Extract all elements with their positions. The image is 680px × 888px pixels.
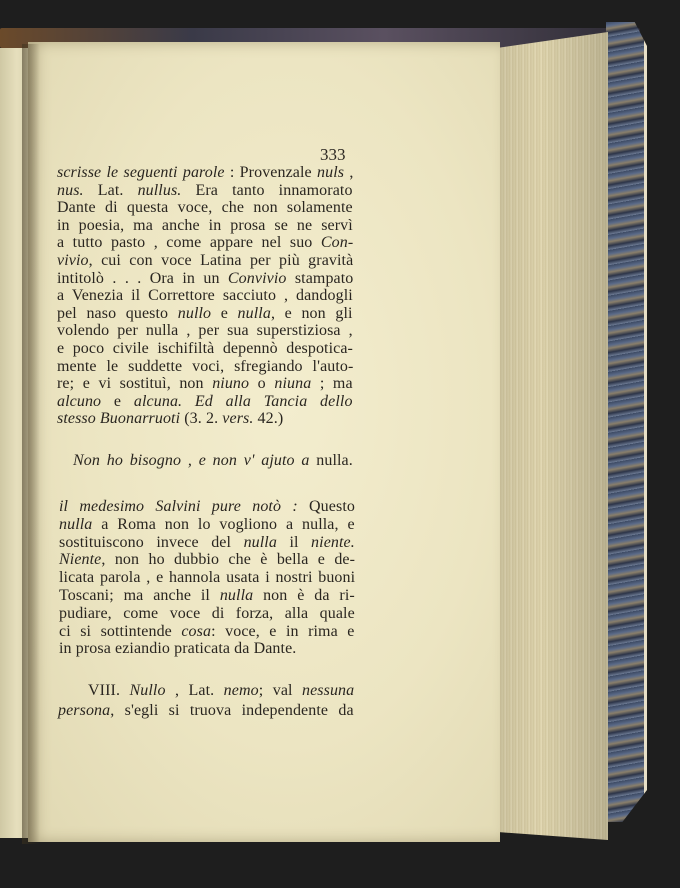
text-run: nulla [219,587,254,604]
paragraph1-line [57,234,353,252]
text-run: il medesimo Salvini pure notò : [59,498,298,515]
text-run: in prosa eziandio praticata da Dante. [59,640,297,658]
text-run: alcuno [57,392,102,410]
text-run: Niente [59,551,102,569]
text-run: sostituiscono invece del [59,533,244,551]
paragraph1-line [57,199,353,217]
text-run: in poesia, ma anche in prosa se ne servì [57,216,353,234]
text-run: intitolò . . . Ora in un [57,269,228,287]
text-run: alcuna. Ed alla Tancia dello [133,392,353,410]
paragraph2-line [59,534,355,552]
text-run: a Venezia il Correttore sacciuto , dandogli [57,287,353,305]
quote-line [73,452,353,470]
paragraph2-line [59,516,355,534]
text-run: mente le suddette voci, sfregiando l'auto- [57,357,354,375]
text-run: niuno [212,375,250,393]
text-run: persona [58,702,111,719]
text-run: Dante di questa voce, che non solamente [57,199,353,217]
text-run: scrisse le seguenti parole [57,164,225,181]
paragraph1-line [57,375,353,393]
page-number: 333 [320,145,346,164]
text-run: licata parola , e hannola usata i nostri buoni [59,569,356,587]
text-run: Con- [320,234,354,252]
text-run: nulla [59,515,93,533]
text-run: vers. [222,410,254,428]
section-line [88,682,354,700]
paragraph2-line [59,569,355,587]
text-run: Lat. [83,181,138,199]
text-run: , e non gli [270,304,353,322]
text-run: VIII. [88,682,130,699]
paragraph1-line [57,182,353,200]
text-run: non è da ri- [253,587,355,604]
paragraph1-line [57,393,353,411]
text-run: (3. 2. [180,410,223,428]
text-run: nus. [57,181,84,199]
paragraph2-line [59,605,355,623]
text-run: nemo [223,682,259,699]
paragraph2-line [59,623,355,641]
paragraph1-line [57,217,353,235]
text-run: Toscani; ma anche il [59,587,220,604]
paragraph2-line [59,551,355,569]
text-run: nessuna [302,682,355,699]
text-run: , cui con voce Latina per più gravità [88,252,354,269]
text-run: niuna [274,375,312,393]
text-run: nullus. [137,181,182,199]
text-run: vivio [57,252,89,269]
text-run: niente. [311,533,355,551]
text-run: : Provenzale [224,164,317,181]
text-run: nulla. [309,452,353,469]
paragraph1-line [57,270,353,288]
paragraph1-line [57,287,353,305]
text-run: volendo per nulla , per sua superstiziosa , [57,322,353,340]
text-run: e poco civile ischifiltà depennò despotica- [57,340,353,357]
text-run: o [249,375,275,393]
text-run: a tutto pasto , come appare nel suo [57,234,321,252]
text-run: nulla [243,533,277,551]
text-run: e [101,392,134,410]
text-run: : voce, e in rima e [211,622,355,640]
text-run: Convivio [227,269,287,287]
text-run: re; e vi sostituì, non [57,375,213,393]
paragraph1-line [57,322,353,340]
paragraph2-line [59,498,355,516]
text-run: Non ho bisogno , e non v' ajuto a [73,452,310,469]
text-run: , s'egli si truova independente da [110,702,354,719]
text-run: Questo [297,498,355,515]
text-run: nulla [237,304,271,322]
paragraph1-line [57,164,353,182]
text-run: stampato [286,269,354,287]
text-run: pel naso questo [57,304,178,322]
paragraph1-line [57,252,353,270]
text-run: a Roma non lo vogliono a nulla, e [92,515,355,533]
text-run: , Lat. [165,682,224,699]
section-line [58,702,354,720]
text-run: ci si sottintende [59,622,182,640]
text-run: stesso Buonarruoti [57,410,181,428]
text-run: , non ho dubbio che è bella e de- [101,551,356,569]
paragraph2-line [59,640,296,658]
text-run: , [344,164,354,181]
text-run: cosa [181,622,212,640]
text-run: Nullo [129,682,166,699]
text-run: ; ma [311,375,353,393]
paragraph2-line [59,587,355,605]
text-run: nuls [317,164,345,181]
text-run: il [276,533,312,551]
text-run: Era tanto innamorato [181,181,353,199]
text-run: nullo [177,304,212,322]
text-run: pudiare, come voce di forza, alla quale [59,604,355,622]
paragraph1-line [57,305,353,323]
paragraph1-line [57,340,353,358]
text-run: 42.) [253,410,284,428]
paragraph1-line [57,358,353,376]
text-run: e [211,304,238,322]
text-run: ; val [258,682,302,699]
paragraph1-line [57,410,283,428]
